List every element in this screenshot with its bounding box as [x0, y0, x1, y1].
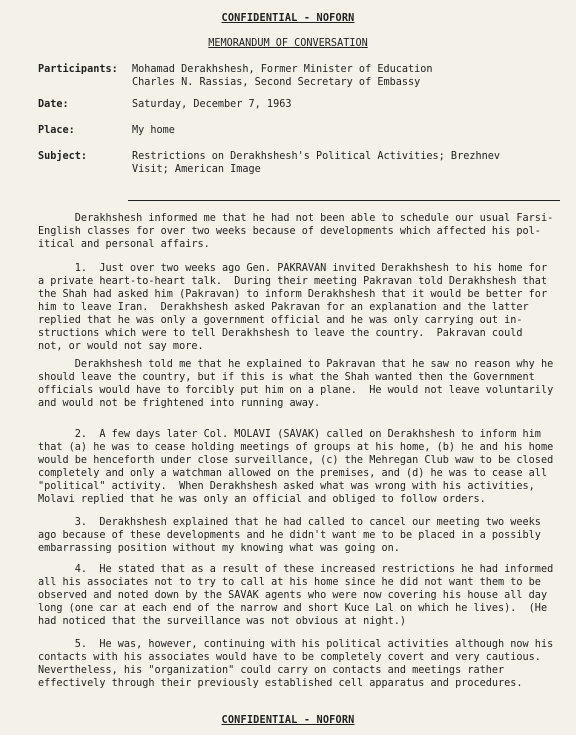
intro-paragraph: Derakhshesh informed me that he had not been able to schedule our usual Farsi- English classes for over two weeks because of developments which affected his pol- itical and personal affairs. — [38, 213, 554, 250]
paragraph-1-continued: Derakhshesh told me that he explained to Pakravan that he saw no reason why he should leave the country, but if this is what the Shah wanted then the Government officials would have to forcibly put him on a plane. He would not leave voluntarily and would not be frightened into running away. — [38, 359, 554, 409]
paragraph-1: 1. Just over two weeks ago Gen. PAKRAVAN invited Derakhshesh to his home for a private heart-to-heart talk. During their meeting Pakravan told Derakhshesh that the Shah had asked him (Pakravan) to inform Derakhshesh that it would be better for him to leave Iran. Derakhshesh asked Pakravan for an explanation and the latter replied that he was only a government official and he was only carrying out in- structions which were to tell Derakhshesh to leave the country. Pakravan could not, or would not say more. — [38, 263, 548, 352]
place-label: Place: — [38, 125, 75, 136]
date-label: Date: — [38, 99, 69, 110]
header-divider — [128, 200, 560, 201]
date-value: Saturday, December 7, 1963 — [132, 99, 292, 110]
participants-label: Participants: — [38, 64, 118, 75]
paragraph-2: 2. A few days later Col. MOLAVI (SAVAK) called on Derakhshesh to inform him that (a) he was to cease holding meetings of groups at his home, (b) he and his home would be henceforth under close surveillance, (c) the Mehregan Club waw to be closed completely and only a watchman allowed on the premises, and (d) he was to cease all "political" activity. When Derakhshesh asked what was wrong with his activities, Molavi replied that he was only an official and obliged to follow orders. — [38, 429, 554, 505]
classification-top: CONFIDENTIAL - NOFORN — [221, 13, 355, 24]
paragraph-3: 3. Derakhshesh explained that he had called to cancel our meeting two weeks ago because of these developments and he didn't want me to be placed in a possibly embarrassing position without my knowing what was going on. — [38, 517, 541, 554]
paragraph-4: 4. He stated that as a result of these increased restrictions he had informed all his associates not to try to call at his home since he did not want them to be observed and noted down by the SAVAK agents who were now covering his house all day long (one car at each end of the narrow and short Kuce Lal on which he lives). (He had noticed that the surveillance was not obvious at night.) — [38, 564, 554, 627]
participants-value: Mohamad Derakhshesh, Former Minister of Education Charles N. Rassias, Second Secretary of Embassy — [132, 64, 433, 88]
place-value: My home — [132, 125, 175, 136]
memo-title: MEMORANDUM OF CONVERSATION — [208, 38, 368, 49]
classification-bottom: CONFIDENTIAL - NOFORN — [221, 715, 355, 726]
subject-label: Subject: — [38, 151, 88, 162]
paragraph-5: 5. He was, however, continuing with his political activities although now his contacts with his associates would have to be completely covert and very cautious. Nevertheless, his "organization" could carry on contacts and meetings rather effectively through their previously established cell apparatus and procedures. — [38, 639, 554, 689]
subject-value: Restrictions on Derakhshesh's Political Activities; Brezhnev Visit; American Image — [132, 151, 501, 175]
